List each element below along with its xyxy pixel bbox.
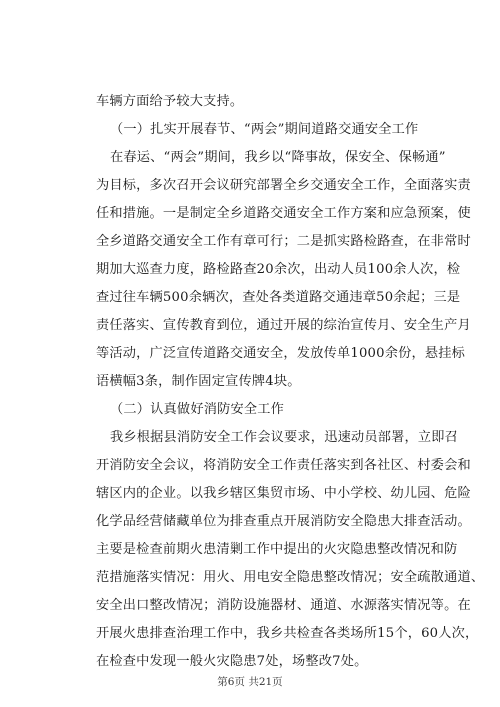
text-line-3: 在春运、“两会”期间，我乡以“降事故，保安全、保畅通” (110, 150, 446, 165)
text-line-5: 任和措施。一是制定全乡道路交通安全工作方案和应急预案，使 (96, 206, 471, 221)
text-line-17: 主要是检查前期火患清剿工作中提出的火灾隐患整改情况和防 (96, 542, 458, 557)
text-line-13: 我乡根据县消防安全工作会议要求，迅速动员部署，立即召 (110, 430, 459, 445)
text-line-16: 化学品经营储藏单位为排查重点开展消防安全隐患大排查活动。 (96, 514, 471, 529)
text-line-7: 期加大巡查力度，路检路查20余次，出动人员100余人次，检 (96, 262, 461, 277)
text-line-20: 开展火患排查治理工作中，我乡共检查各类场所15个，60人次， (96, 626, 479, 641)
section-heading-2: （二）认真做好消防安全工作 (110, 402, 285, 417)
text-line-11: 语横幅3条，制作固定宣传牌4块。 (96, 374, 301, 389)
text-line-8: 查过往车辆500余辆次，查处各类道路交通违章50余起；三是 (96, 290, 461, 305)
text-line-19: 安全出口整改情况；消防设施器材、通道、水源落实情况等。在 (96, 598, 471, 613)
text-line-10: 等活动，广泛宣传道路交通安全，发放传单1000余份，悬挂标 (96, 346, 466, 361)
text-line-18: 范措施落实情况：用火、用电安全隐患整改情况；安全疏散通道、 (96, 570, 485, 585)
page-number-footer: 第6页 共21页 (217, 676, 283, 688)
text-line-4: 为目标，多次召开会议研究部署全乡交通安全工作，全面落实责 (96, 178, 471, 193)
text-line-14: 开消防安全会议，将消防安全工作责任落实到各社区、村委会和 (96, 458, 471, 473)
text-line-1: 车辆方面给予较大支持。 (96, 94, 244, 109)
text-line-21: 在检查中发现一般火灾隐患7处，场整改7处。 (96, 654, 368, 669)
text-line-15: 辖区内的企业。以我乡辖区集贸市场、中小学校、幼儿园、危险 (96, 486, 471, 501)
section-heading-1: （一）扎实开展春节、“两会”期间道路交通安全工作 (110, 122, 419, 137)
text-line-6: 全乡道路交通安全工作有章可行；二是抓实路检路查，在非常时 (96, 234, 471, 249)
text-line-9: 责任落实、宣传教育到位，通过开展的综治宣传月、安全生产月 (96, 318, 471, 333)
